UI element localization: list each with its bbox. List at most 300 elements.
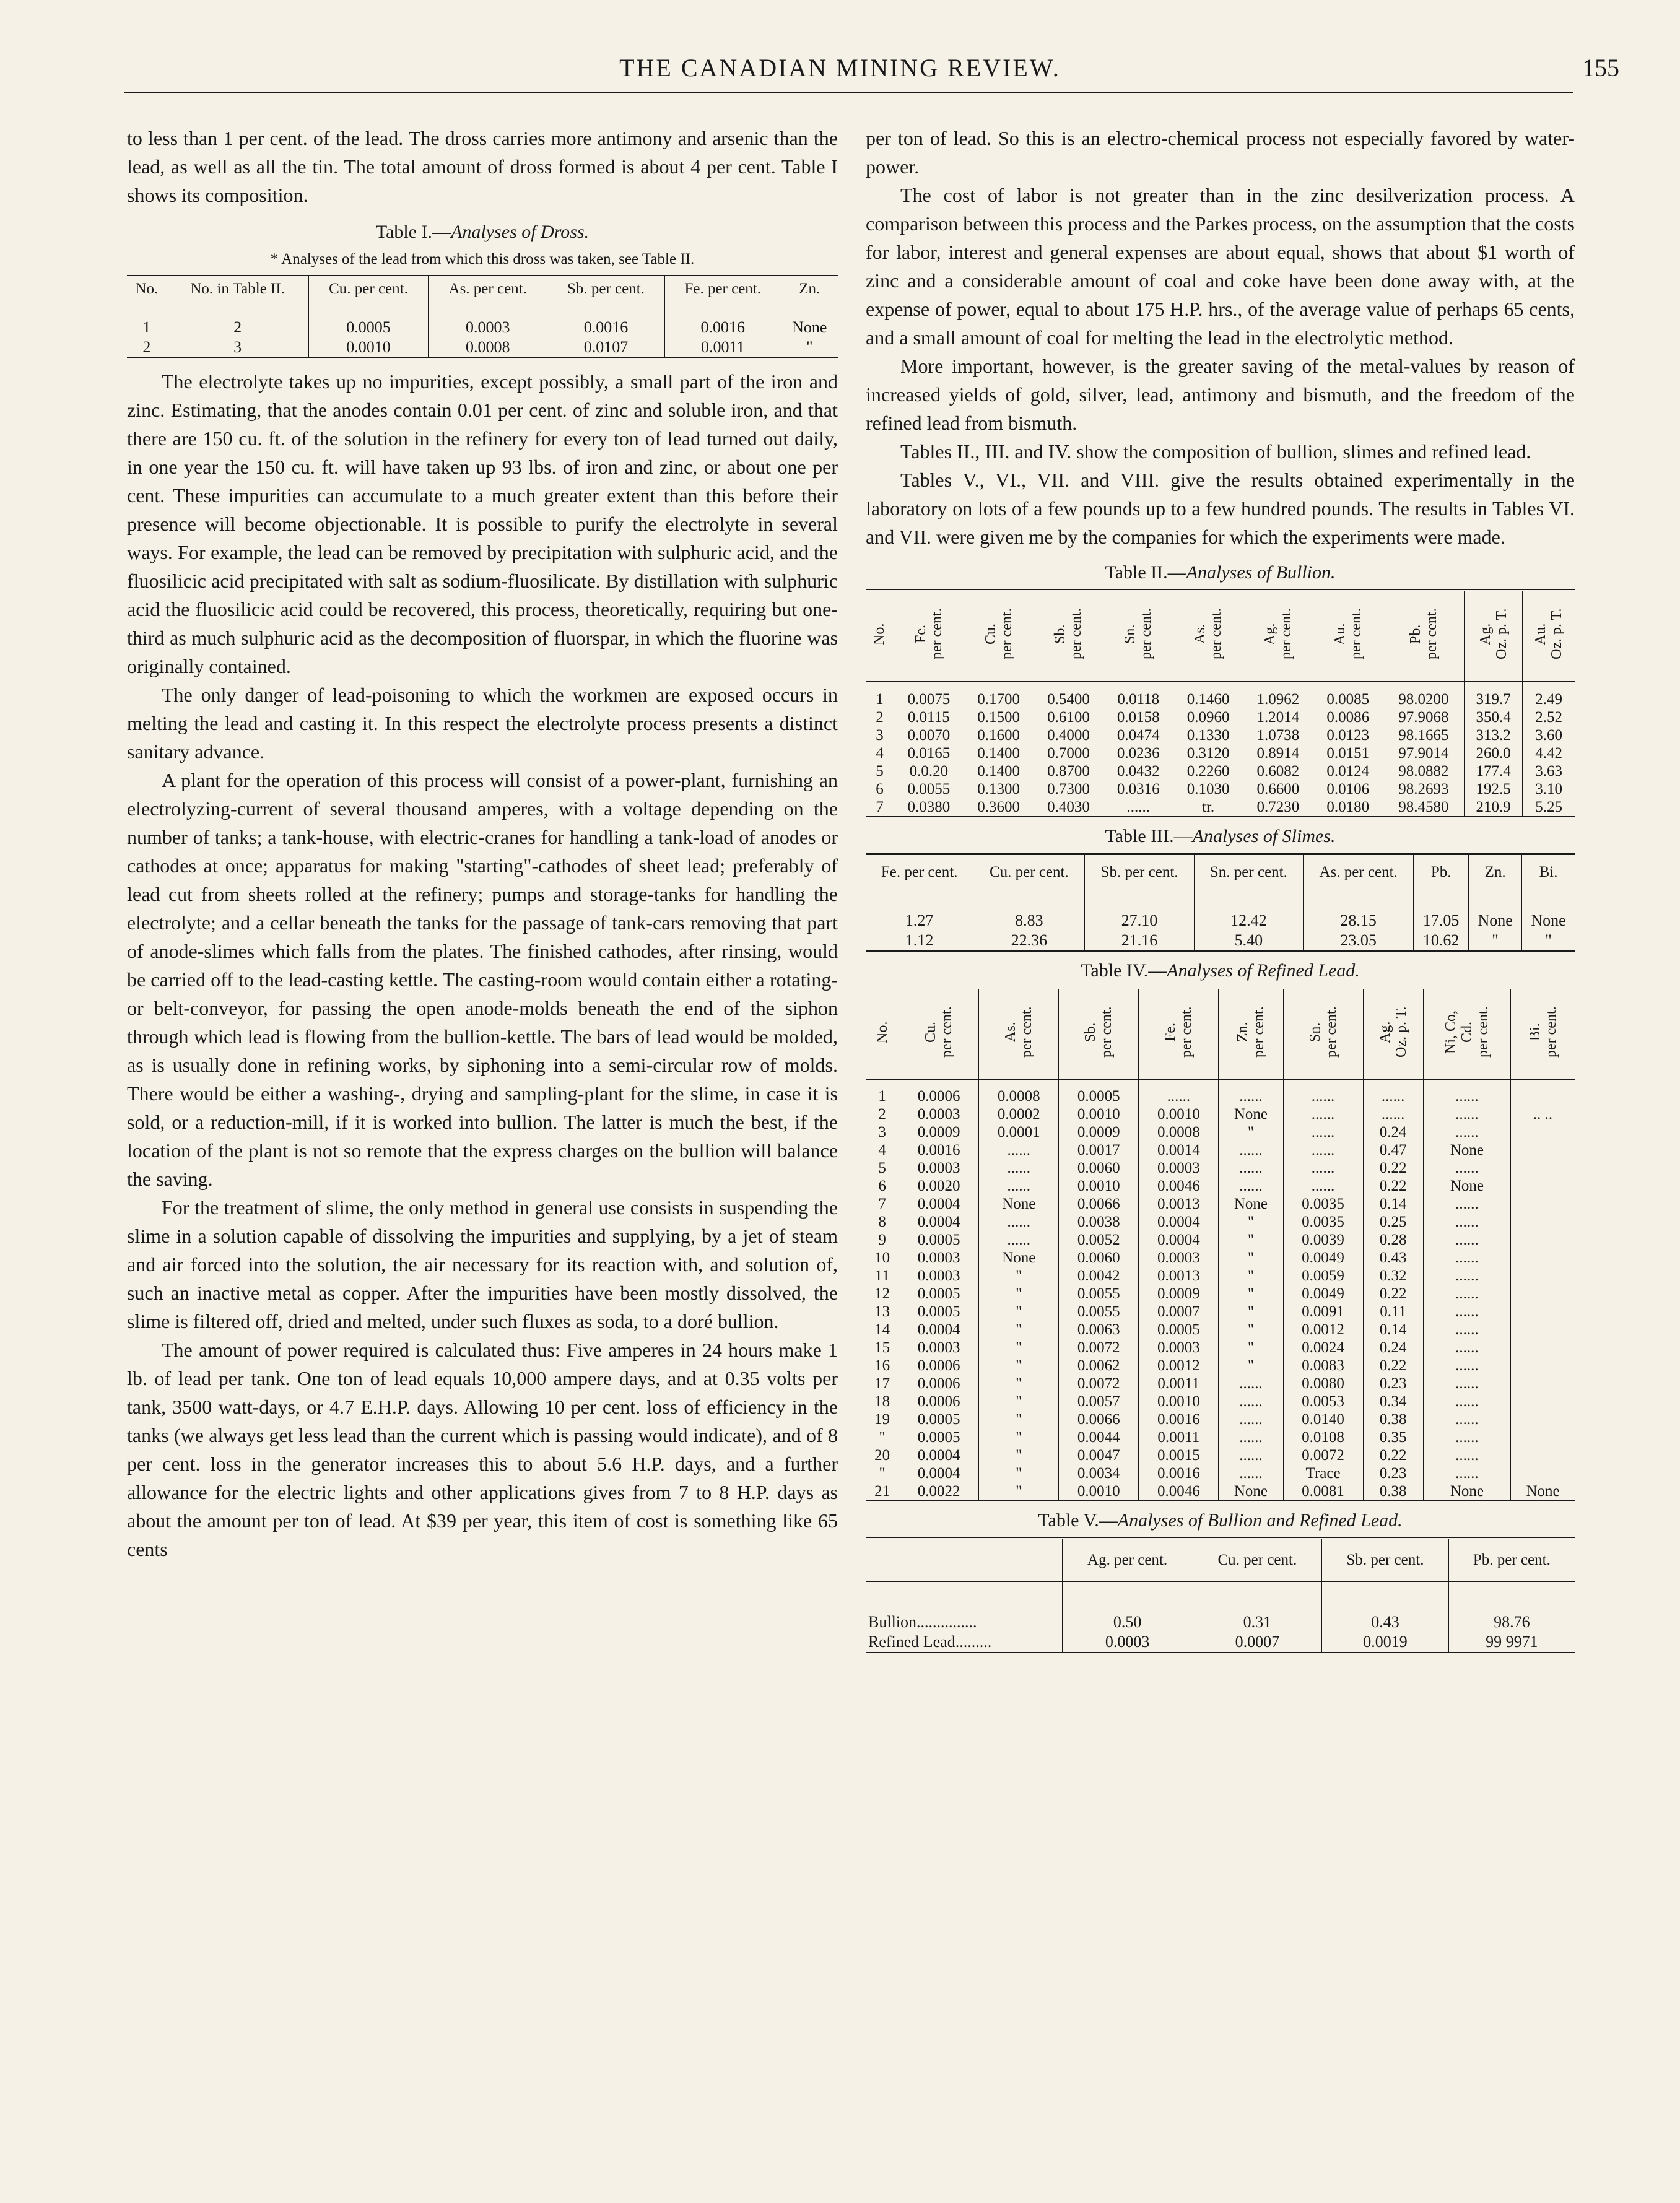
table-cell: 5.25	[1523, 798, 1575, 817]
table-cell: None	[1522, 890, 1575, 931]
table-cell: "	[979, 1375, 1059, 1393]
table-cell: ......	[979, 1159, 1059, 1177]
table-cell: ......	[1219, 1141, 1283, 1159]
table-caption	[866, 822, 1575, 851]
table-cell: 0.0015	[1139, 1446, 1219, 1464]
table-cell: 0.0004	[1139, 1213, 1219, 1231]
table-cell: 11	[874, 1267, 890, 1284]
paragraph: For the treatment of slime, the only method in general use consists in suspending the slime in a solution capable of dissolving the impurities and supplying, by a jet of steam and air forced into the solution, the air necessary for its reaction with, and solution of, such an inactive metal as copper. After the impurities have been mostly dissolved, the slime is filtered off, dried and melted, under such fluxes as soda, to a doré bullion.	[127, 1196, 838, 1332]
table-cell: 0.11	[1363, 1303, 1423, 1321]
table-cell: ......	[1423, 1357, 1510, 1375]
table-cell: ......	[979, 1231, 1059, 1249]
header-rule	[124, 92, 1573, 93]
table-header-cell: Sn. per cent.	[1194, 854, 1303, 890]
table-cell: 0.0014	[1139, 1141, 1219, 1159]
table-cell: 0.5400	[1034, 682, 1103, 709]
table-row	[866, 762, 1575, 780]
table-cell: "	[979, 1339, 1059, 1357]
table-cell: 2	[167, 303, 308, 338]
table-cell: 5	[878, 1160, 886, 1176]
table-cell: 0.7300	[1034, 780, 1103, 798]
table-cell: 0.0003	[899, 1339, 979, 1357]
table-cell: 0.0086	[1313, 708, 1383, 726]
table-cell: "	[979, 1464, 1059, 1482]
table-header-cell: Cu. per cent.	[899, 989, 979, 1080]
table-cell: 0.0005	[899, 1303, 979, 1321]
table-cell: 0.43	[1363, 1249, 1423, 1267]
table-cell: 98.0200	[1383, 682, 1464, 709]
table-cell: 0.0081	[1283, 1482, 1363, 1501]
table-cell: 5	[876, 763, 884, 780]
table-cell: 0.0020	[899, 1177, 979, 1195]
table-cell: 0.0005	[1059, 1080, 1139, 1106]
table-cell: 10	[874, 1249, 890, 1266]
table-cell: 0.0107	[547, 337, 665, 358]
table-cell: 0.0003	[1139, 1249, 1219, 1267]
table-cell: 0.0010	[1059, 1482, 1139, 1501]
table-cell: ......	[1423, 1428, 1510, 1446]
table-cell: 98.2693	[1383, 780, 1464, 798]
table-cell: 0.0016	[1139, 1464, 1219, 1482]
table-header-cell: Ag. per cent.	[1062, 1539, 1193, 1582]
table-cell: "	[979, 1267, 1059, 1285]
table-cell: ......	[1219, 1464, 1283, 1482]
table-cell: "	[1522, 931, 1575, 951]
table-cell: 0.0003	[899, 1159, 979, 1177]
table-cell: 0.0008	[979, 1080, 1059, 1106]
table-header-cell: Fe. per cent.	[1139, 989, 1219, 1080]
table-cell: 0.0013	[1139, 1267, 1219, 1285]
table-cell: 0.14	[1363, 1195, 1423, 1213]
table-row	[866, 1393, 1575, 1410]
table-cell: 8.83	[973, 890, 1085, 931]
table-cell: 0.0003	[1139, 1339, 1219, 1357]
table-row	[866, 1195, 1575, 1213]
table-cell: ......	[1423, 1159, 1510, 1177]
table-row	[866, 1357, 1575, 1375]
table-cell: 0.0016	[664, 303, 781, 338]
table-cell: "	[1219, 1357, 1283, 1375]
table-cell: ......	[1283, 1123, 1363, 1141]
table-cell: 98.4580	[1383, 798, 1464, 817]
table-cell: 0.0044	[1059, 1428, 1139, 1446]
table-header-cell: Sb. per cent.	[547, 275, 665, 303]
table-cell: 0.22	[1363, 1446, 1423, 1464]
table-cell: 98.0882	[1383, 762, 1464, 780]
table-row	[866, 1177, 1575, 1195]
table-cell: 0.0003	[429, 303, 547, 338]
table-cell: 20	[874, 1447, 890, 1464]
table-cell: 0.0009	[1059, 1123, 1139, 1141]
table-cell: 0.0010	[308, 337, 429, 358]
table-cell: 0.0055	[1059, 1285, 1139, 1303]
table-cell: 0.0005	[899, 1410, 979, 1428]
table-cell: 0.14	[1363, 1321, 1423, 1339]
paragraph: A plant for the operation of this process will consist of a power-plant, furnishing an electrolyzing-current of several thousand amperes, with a voltage depending on the number of tanks; a tank-house, with electric-cranes for handling a tank-load of anodes or cathodes at once; apparatus for making "starting"-cathodes of sheet lead; preferably of lead cut from sheets rolled at the refinery; pumps and storage-tanks for handling the electrolyte; and a cellar beneath the tanks for the passage of tank-cars removing that part of anode-slimes which falls from the plates. The finished cathodes, after rinsing, would be carried off to the lead-casting kettle. The casting-room would contain either a rotating- or belt-conveyor, for passing the open anode-molds beneath the end of the siphon through which lead is flowing from the bullion-kettle. The bars of lead would be molded, as is usually done in refining works, by siphoning into a semi-circular row of molds. There would be either a washing-, drying and sampling-plant for the slime, in case it is sold, or a reduction-mill, if it is worked into bullion. The latter is much the best, if the location of the plant is not so remote that the express charges on the bullion will balance the saving.	[127, 769, 838, 1190]
table-cell: 0.34	[1363, 1393, 1423, 1410]
table-row	[866, 1105, 1575, 1123]
table-cell: ......	[1423, 1446, 1510, 1464]
table-row	[866, 1446, 1575, 1464]
table-header-cell: Ag. per cent.	[1243, 591, 1313, 682]
table-cell: ......	[1423, 1249, 1510, 1267]
table-cell: 98.76	[1448, 1582, 1575, 1633]
table-cell: 13	[874, 1303, 890, 1320]
table-cell: 0.0013	[1139, 1195, 1219, 1213]
table-cell: 28.15	[1304, 890, 1414, 931]
table-cell: 0.0005	[308, 303, 429, 338]
table-cell: 0.0017	[1059, 1141, 1139, 1159]
table-cell	[1511, 1375, 1575, 1393]
table-cell: ......	[1363, 1080, 1423, 1106]
table-header-cell: Cu. per cent.	[964, 591, 1034, 682]
table-header-cell: Fe. per cent.	[894, 591, 964, 682]
table-cell: 0.0432	[1103, 762, 1173, 780]
table-cell: 0.0075	[894, 682, 964, 709]
table-cell: 192.5	[1465, 780, 1523, 798]
table-cell: ......	[1423, 1080, 1510, 1106]
caption-title: Analyses of Refined Lead.	[1167, 960, 1360, 981]
table-cell: 0.0011	[664, 337, 781, 358]
table-cell: 99 9971	[1448, 1632, 1575, 1653]
table-cell: 0.7000	[1034, 744, 1103, 762]
table-cell: 0.8700	[1034, 762, 1103, 780]
table-cell: 0.0123	[1313, 726, 1383, 744]
table-cell: 177.4	[1465, 762, 1523, 780]
paragraph: Tables II., III. and IV. show the composition of bullion, slimes and refined lead.	[900, 440, 1531, 463]
table-cell: ......	[1283, 1177, 1363, 1195]
table-cell: 3	[167, 337, 308, 358]
table-row	[866, 1375, 1575, 1393]
table-cell: 1.0738	[1243, 726, 1313, 744]
table-cell: 7	[876, 799, 884, 815]
table-cell: 0.0001	[979, 1123, 1059, 1141]
table-row	[866, 1123, 1575, 1141]
table-cell: 0.0124	[1313, 762, 1383, 780]
caption-title: Analyses of Bullion and Refined Lead.	[1117, 1510, 1403, 1531]
table-cell: ......	[1363, 1105, 1423, 1123]
table-cell	[1511, 1213, 1575, 1231]
table-row	[866, 1141, 1575, 1159]
table-cell	[1511, 1231, 1575, 1249]
table-row	[866, 1159, 1575, 1177]
table-cell: 0.28	[1363, 1231, 1423, 1249]
table-cell: ......	[1219, 1393, 1283, 1410]
table-cell: 0.0004	[899, 1195, 979, 1213]
table-cell: 0.22	[1363, 1159, 1423, 1177]
caption-title: Analyses of Slimes.	[1192, 826, 1336, 846]
table-cell	[1511, 1159, 1575, 1177]
table-cell: tr.	[1173, 798, 1243, 817]
table-cell: 2	[876, 709, 884, 726]
table-cell: 0.0180	[1313, 798, 1383, 817]
table-cell: 0.0055	[1059, 1303, 1139, 1321]
table-cell: 0.0085	[1313, 682, 1383, 709]
table-cell: 97.9068	[1383, 708, 1464, 726]
table-cell: 0.0063	[1059, 1321, 1139, 1339]
table-cell: 0.3120	[1173, 744, 1243, 762]
table-cell: 0.0060	[1059, 1159, 1139, 1177]
table-cell: 0.0046	[1139, 1482, 1219, 1501]
table-cell: 9	[878, 1232, 886, 1248]
table-cell: 0.35	[1363, 1428, 1423, 1446]
table-header-cell: Bi.	[1522, 854, 1575, 890]
table-cell: Refined Lead.........	[868, 1633, 992, 1651]
table-header-cell: Ag. Oz. p. T.	[1363, 989, 1423, 1080]
table-cell: 0.0165	[894, 744, 964, 762]
table-slimes	[866, 853, 1575, 952]
table-cell: ......	[1423, 1285, 1510, 1303]
table-cell: 0.0010	[1059, 1177, 1139, 1195]
table-header-cell: Pb.	[1414, 854, 1469, 890]
table-cell: 14	[874, 1321, 890, 1338]
table-cell: 0.0008	[429, 337, 547, 358]
table-cell: ......	[1283, 1105, 1363, 1123]
caption-prefix: Table III.—	[1105, 826, 1193, 846]
table-cell: 19	[874, 1411, 890, 1428]
table-cell: 0.0006	[899, 1080, 979, 1106]
table-cell: 0.0140	[1283, 1410, 1363, 1428]
table-cell: Bullion...............	[868, 1613, 977, 1631]
table-cell: ......	[1423, 1231, 1510, 1249]
table-row	[866, 780, 1575, 798]
table-cell: 0.23	[1363, 1464, 1423, 1482]
table-cell: 0.0053	[1283, 1393, 1363, 1410]
table-row	[866, 1632, 1575, 1653]
table-cell: ......	[1423, 1267, 1510, 1285]
table-cell: 0.4030	[1034, 798, 1103, 817]
table-cell: 1	[142, 318, 151, 336]
table-cell: 0.0059	[1283, 1267, 1363, 1285]
table-cell: 0.0003	[899, 1105, 979, 1123]
table-bullion-refined	[866, 1537, 1575, 1653]
table-header-cell: As. per cent.	[429, 275, 547, 303]
table-cell: ......	[1219, 1428, 1283, 1446]
table-cell: ......	[1103, 798, 1173, 817]
table-row	[866, 931, 1575, 951]
table-cell: 0.6600	[1243, 780, 1313, 798]
table-cell	[1511, 1303, 1575, 1321]
table-cell: 0.0005	[899, 1428, 979, 1446]
table-cell: ......	[1219, 1410, 1283, 1428]
table-cell: ......	[1219, 1177, 1283, 1195]
table-header-cell: As. per cent.	[1304, 854, 1414, 890]
caption-prefix: Table IV.—	[1081, 960, 1167, 981]
table-cell: ......	[1423, 1213, 1510, 1231]
table-header-cell: No. in Table II.	[167, 275, 308, 303]
table-cell: 0.0091	[1283, 1303, 1363, 1321]
table-cell: Trace	[1283, 1464, 1363, 1482]
table-cell: 4	[876, 745, 884, 762]
table-cell: ......	[1283, 1080, 1363, 1106]
table-header-cell: Fe. per cent.	[881, 864, 958, 880]
table-cell: "	[979, 1303, 1059, 1321]
table-header-cell: Ni, Co, Cd. per cent.	[1423, 989, 1510, 1080]
table-cell: ......	[979, 1177, 1059, 1195]
table-cell: 0.0004	[1139, 1231, 1219, 1249]
table-header-cell: Fe. per cent.	[664, 275, 781, 303]
table-header-cell: Sb. per cent.	[1085, 854, 1194, 890]
table-cell: "	[879, 1465, 886, 1482]
table-cell: "	[781, 337, 838, 358]
table-cell: 0.0035	[1283, 1195, 1363, 1213]
table-cell: 0.32	[1363, 1267, 1423, 1285]
table-row	[866, 682, 1575, 709]
table-row	[866, 1428, 1575, 1446]
table-cell: 0.0003	[899, 1249, 979, 1267]
table-header-cell: Ag. Oz. p. T.	[1465, 591, 1523, 682]
table-cell: 0.8914	[1243, 744, 1313, 762]
table-cell: 0.22	[1363, 1357, 1423, 1375]
table-header-cell	[866, 1539, 1062, 1582]
table-cell: 0.0.20	[894, 762, 964, 780]
table-cell: 0.0035	[1283, 1213, 1363, 1231]
table-cell: 0.0003	[1062, 1632, 1193, 1653]
table-cell: 0.24	[1363, 1339, 1423, 1357]
table-cell	[1511, 1321, 1575, 1339]
table-cell	[1511, 1249, 1575, 1267]
table-row	[866, 1410, 1575, 1428]
table-cell: None	[1219, 1482, 1283, 1501]
table-row	[866, 1464, 1575, 1482]
table-cell: 0.0010	[1139, 1393, 1219, 1410]
table-cell: 97.9014	[1383, 744, 1464, 762]
table-header-cell: Au. Oz. p. T.	[1523, 591, 1575, 682]
table-cell: 0.0070	[894, 726, 964, 744]
table-cell	[1511, 1357, 1575, 1375]
table-cell: 21.16	[1085, 931, 1194, 951]
table-cell: 4	[878, 1142, 886, 1158]
table-cell: 0.31	[1193, 1582, 1322, 1633]
table-cell: 0.0007	[1193, 1632, 1322, 1653]
table-cell: None	[1219, 1195, 1283, 1213]
table-cell: 0.22	[1363, 1177, 1423, 1195]
table-cell: 0.0007	[1139, 1303, 1219, 1321]
caption-title: Analyses of Dross.	[451, 222, 590, 242]
table-cell	[1511, 1464, 1575, 1482]
table-cell: 0.0010	[1139, 1105, 1219, 1123]
table-row	[866, 726, 1575, 744]
table-cell: 0.0034	[1059, 1464, 1139, 1482]
table-cell: 0.0066	[1059, 1195, 1139, 1213]
table-row	[866, 1213, 1575, 1231]
table-cell: ......	[1423, 1123, 1510, 1141]
table-row	[127, 337, 838, 358]
table-cell	[1511, 1195, 1575, 1213]
table-cell: 0.1300	[964, 780, 1034, 798]
table-cell: 0.0016	[547, 303, 665, 338]
table-cell: 0.0108	[1283, 1428, 1363, 1446]
table-cell: "	[1219, 1231, 1283, 1249]
table-cell: 0.1400	[964, 744, 1034, 762]
table-row	[866, 708, 1575, 726]
table-cell: 0.0047	[1059, 1446, 1139, 1464]
caption-prefix: Table I.—	[375, 222, 451, 242]
table-cell: 0.0019	[1322, 1632, 1449, 1653]
table-cell: 0.0049	[1283, 1285, 1363, 1303]
table-cell: 3.63	[1523, 762, 1575, 780]
table-cell: 0.0039	[1283, 1231, 1363, 1249]
table-cell: 6	[878, 1178, 886, 1194]
table-cell: 0.0012	[1283, 1321, 1363, 1339]
table-cell: 0.0002	[979, 1105, 1059, 1123]
table-cell: 0.0008	[1139, 1123, 1219, 1141]
table-cell: "	[1219, 1267, 1283, 1285]
paragraph: The amount of power required is calculated thus: Five amperes in 24 hours make 1 lb. of lead per tank. One ton of lead equals 10,000 ampere days, and at 0.35 volts per tank, 3500 watt-days, or 4.7 E.H.P. days. Allowing 10 per cent. loss of efficiency in the tanks (we always get less lead than the current which is passing would indicate), and of 8 per cent. loss in the generator increases this to about 5.6 H.P. days, and a further allowance for the electric lights and other applications gives from 7 to 8 H.P. days as about the amount per ton of lead. At $39 per year, this item of cost is something like 65 cents	[127, 1339, 838, 1560]
table-cell: 0.1330	[1173, 726, 1243, 744]
table-header-cell: Cu. per cent.	[308, 275, 429, 303]
table-cell: ......	[1423, 1464, 1510, 1482]
table-cell	[1511, 1428, 1575, 1446]
table-cell: 313.2	[1465, 726, 1523, 744]
table-cell: 0.6100	[1034, 708, 1103, 726]
journal-title: THE CANADIAN MINING REVIEW.	[619, 54, 1061, 82]
table-cell: "	[1219, 1249, 1283, 1267]
caption-title: Analyses of Bullion.	[1186, 562, 1336, 583]
table-row	[127, 303, 838, 338]
paragraph: The electrolyte takes up no impurities, except possibly, a small part of the iron and zinc. Estimating, that the anodes contain 0.01 per cent. of zinc and soluble iron, and that there are 150 cu. ft. of the solution in the refinery for every ton of lead turned out daily, in one year the 150 cu. ft. will have taken up 93 lbs. of iron and zinc, or about one per cent. These impurities can accumulate to a much greater extent than this before their presence will become objectionable. It is possible to purify the electrolyte in several ways. For example, the lead can be removed by precipitation with sulphuric acid, and the fluosilicic acid precipitated with salt as sodium-fluosilicate. By distillation with sulphuric acid the fluosilicic acid could be recovered, this process, theoretically, requiring but one-third as much sulphuric acid as the decomposition of fluorspar, in which the fluorine was originally contained.	[127, 370, 838, 677]
table-cell: 4.42	[1523, 744, 1575, 762]
page-number: 155	[1582, 54, 1619, 82]
table-cell: 0.0057	[1059, 1393, 1139, 1410]
table-cell: 0.24	[1363, 1123, 1423, 1141]
table-cell: 23.05	[1304, 931, 1414, 951]
table-cell: 1.2014	[1243, 708, 1313, 726]
table-cell: 0.0080	[1283, 1375, 1363, 1393]
table-caption	[866, 957, 1575, 985]
table-cell: "	[979, 1321, 1059, 1339]
table-cell: 8	[878, 1214, 886, 1230]
table-cell: 17.05	[1414, 890, 1469, 931]
table-cell: ......	[1423, 1105, 1510, 1123]
table-cell: 0.0236	[1103, 744, 1173, 762]
table-cell: "	[979, 1482, 1059, 1501]
table-cell	[1511, 1339, 1575, 1357]
table-cell: None	[1423, 1482, 1510, 1501]
table-row	[866, 1249, 1575, 1267]
table-cell: 0.6082	[1243, 762, 1313, 780]
table-cell: 0.0316	[1103, 780, 1173, 798]
table-cell: 0.0072	[1059, 1339, 1139, 1357]
table-row	[866, 1339, 1575, 1357]
table-cell: 0.0038	[1059, 1213, 1139, 1231]
table-cell: 0.0006	[899, 1357, 979, 1375]
table-cell: ......	[1219, 1446, 1283, 1464]
table-cell: 0.1700	[964, 682, 1034, 709]
table-header-cell: No.	[135, 280, 159, 297]
table-cell: 0.0005	[1139, 1321, 1219, 1339]
table-cell: ......	[979, 1213, 1059, 1231]
table-cell: 0.0062	[1059, 1357, 1139, 1375]
table-cell: 0.0010	[1059, 1105, 1139, 1123]
table-cell: 0.1500	[964, 708, 1034, 726]
table-header-cell: Pb. per cent.	[1383, 591, 1464, 682]
table-cell: 18	[874, 1393, 890, 1410]
table-header-cell: Zn. per cent.	[1219, 989, 1283, 1080]
table-cell: 0.0011	[1139, 1375, 1219, 1393]
table-cell: "	[1219, 1213, 1283, 1231]
left-column	[127, 124, 838, 1563]
table-dross	[127, 274, 838, 358]
table-header-cell: Sn. per cent.	[1103, 591, 1173, 682]
table-cell: "	[1219, 1321, 1283, 1339]
paragraph: to less than 1 per cent. of the lead. The dross carries more antimony and arsenic than the lead, as well as all the tin. The total amount of dross formed is about 4 per cent. Table I shows its composition.	[127, 127, 838, 206]
table-row	[866, 1303, 1575, 1321]
table-cell: 0.22	[1363, 1285, 1423, 1303]
table-cell: 0.0022	[899, 1482, 979, 1501]
table-cell: 0.0158	[1103, 708, 1173, 726]
table-cell: 0.0049	[1283, 1249, 1363, 1267]
